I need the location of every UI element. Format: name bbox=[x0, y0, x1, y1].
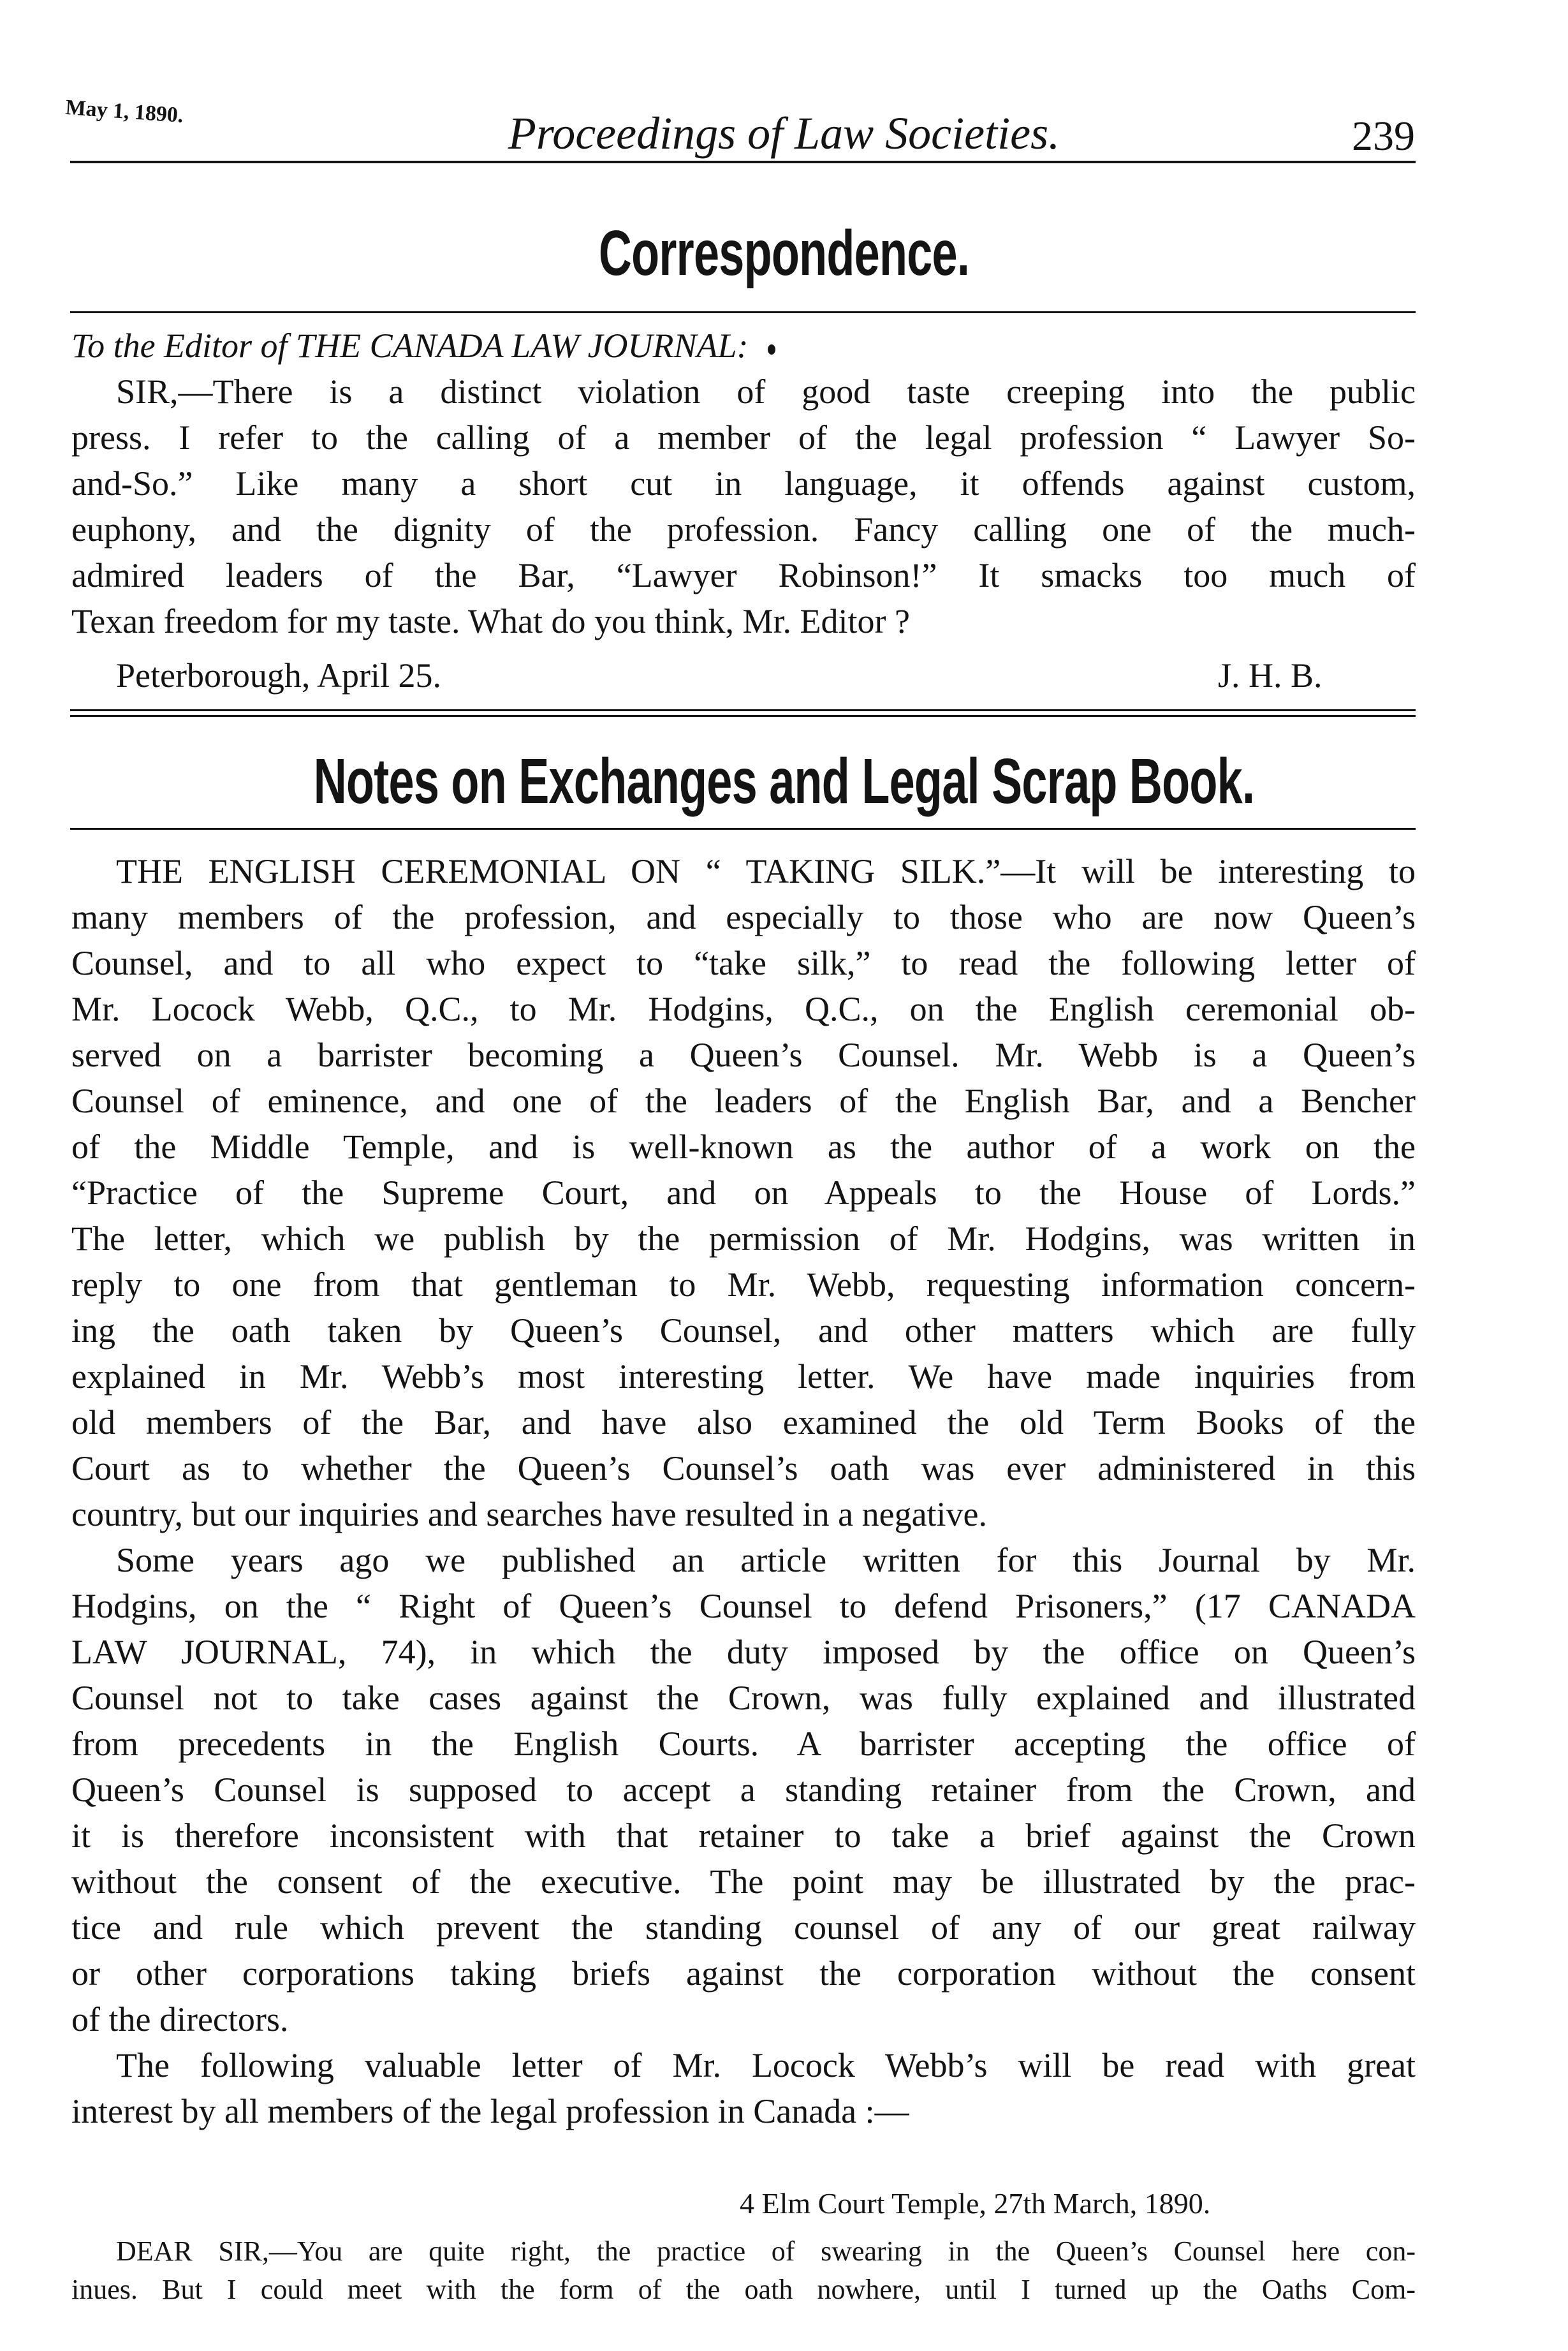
text-line: inues. But I could meet with the form of the oath nowhere, until I turned up the Oaths Com- bbox=[71, 2274, 1416, 2305]
text-line: old members of the Bar, and have also examined the old Term Books of the bbox=[71, 1403, 1416, 1441]
text-line: Court as to whether the Queen’s Counsel’s oath was ever administered in this bbox=[71, 1449, 1416, 1487]
text-line: The following valuable letter of Mr. Locock Webb’s will be read with great bbox=[116, 2046, 1416, 2084]
text-line: admired leaders of the Bar, “Lawyer Robinson!” It smacks too much of bbox=[71, 556, 1416, 594]
notes-body bbox=[71, 848, 1416, 2134]
text-line: and-So.” Like many a short cut in language, it offends against custom, bbox=[71, 464, 1416, 503]
header-rule bbox=[70, 161, 1416, 163]
text-line: without the consent of the executive. The point may be illustrated by the prac- bbox=[71, 1862, 1416, 1901]
text-line: or other corporations taking briefs against the corporation without the consent bbox=[71, 1954, 1416, 1993]
correspondence-heading: Correspondence. bbox=[598, 217, 970, 289]
ink-dot-icon bbox=[768, 344, 775, 355]
text-line: from precedents in the English Courts. A barrister accepting the office of bbox=[71, 1725, 1416, 1763]
text-line: Counsel of eminence, and one of the leaders of the English Bar, and a Bencher bbox=[71, 1082, 1416, 1120]
text-line: of the directors. bbox=[71, 2000, 289, 2038]
text-line: LAW JOURNAL, 74), in which the duty imposed by the office on Queen’s bbox=[71, 1633, 1416, 1671]
correspondence-end-rule bbox=[70, 709, 1416, 717]
text-line: “Practice of the Supreme Court, and on Appeals to the House of Lords.” bbox=[71, 1174, 1416, 1212]
text-line: Counsel, and to all who expect to “take silk,” to read the following letter of bbox=[71, 944, 1416, 982]
quoted-letter bbox=[71, 2232, 1416, 2309]
text-line: reply to one from that gentleman to Mr. Webb, requesting information concern- bbox=[71, 1265, 1416, 1304]
place-date: Peterborough, April 25. bbox=[116, 656, 441, 695]
running-title: Proceedings of Law Societies. bbox=[508, 108, 1060, 159]
text-line: interest by all members of the legal profession in Canada :— bbox=[71, 2092, 909, 2130]
letter-dateline: 4 Elm Court Temple, 27th March, 1890. bbox=[740, 2187, 1211, 2220]
text-line: it is therefore inconsistent with that retainer to take a brief against the Crown bbox=[71, 1817, 1416, 1855]
text-line: Texan freedom for my taste. What do you think, Mr. Editor ? bbox=[71, 602, 910, 640]
signature: J. H. B. bbox=[1218, 656, 1323, 695]
text-line: THE ENGLISH CEREMONIAL ON “ TAKING SILK.”—It will be interesting to bbox=[116, 852, 1416, 890]
correspondence-letter bbox=[71, 323, 1416, 644]
text-line: Mr. Locock Webb, Q.C., to Mr. Hodgins, Q.C., on the English ceremonial ob- bbox=[71, 990, 1416, 1028]
salutation: To the Editor of THE CANADA LAW JOURNAL: bbox=[71, 323, 1416, 369]
text-line: Queen’s Counsel is supposed to accept a standing retainer from the Crown, and bbox=[71, 1771, 1416, 1809]
text-line: The letter, which we publish by the permission of Mr. Hodgins, was written in bbox=[71, 1220, 1416, 1258]
text-line: SIR,—There is a distinct violation of good taste creeping into the public bbox=[116, 372, 1416, 411]
text-line: explained in Mr. Webb’s most interesting letter. We have made inquiries from bbox=[71, 1357, 1416, 1396]
text-line: of the Middle Temple, and is well-known as the author of a work on the bbox=[71, 1128, 1416, 1166]
text-line: euphony, and the dignity of the profession. Fancy calling one of the much- bbox=[71, 510, 1416, 549]
notes-heading: Notes on Exchanges and Legal Scrap Book. bbox=[313, 746, 1255, 817]
text-line: press. I refer to the calling of a member of the legal profession “ Lawyer So- bbox=[71, 418, 1416, 457]
page-number: 239 bbox=[1352, 113, 1415, 159]
text-line: served on a barrister becoming a Queen’s Counsel. Mr. Webb is a Queen’s bbox=[71, 1036, 1416, 1074]
text-line: Some years ago we published an article written for this Journal by Mr. bbox=[116, 1541, 1416, 1579]
text-line: Hodgins, on the “ Right of Queen’s Counsel to defend Prisoners,” (17 CANADA bbox=[71, 1587, 1416, 1625]
text-line: Counsel not to take cases against the Crown, was fully explained and illustrated bbox=[71, 1679, 1416, 1717]
issue-date: May 1, 1890. bbox=[64, 96, 184, 128]
text-line: DEAR SIR,—You are quite right, the practice of swearing in the Queen’s Counsel here con- bbox=[116, 2236, 1416, 2267]
notes-rule bbox=[70, 828, 1416, 830]
text-line: ing the oath taken by Queen’s Counsel, and other matters which are fully bbox=[71, 1311, 1416, 1350]
text-line: country, but our inquiries and searches have resulted in a negative. bbox=[71, 1495, 988, 1533]
text-line: many members of the profession, and especially to those who are now Queen’s bbox=[71, 898, 1416, 936]
correspondence-rule bbox=[70, 311, 1416, 313]
text-line: tice and rule which prevent the standing counsel of any of our great railway bbox=[71, 1908, 1416, 1947]
